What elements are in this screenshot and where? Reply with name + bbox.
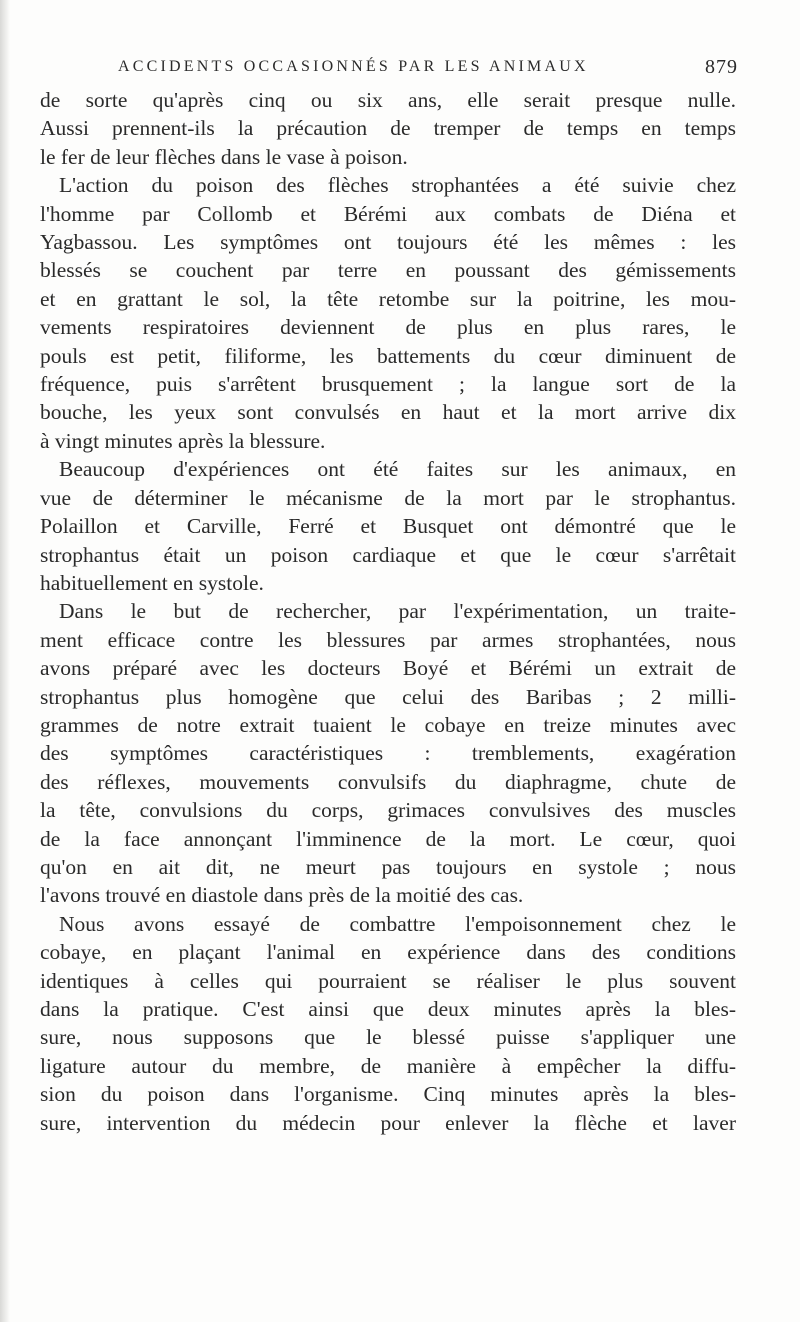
text-line: l'avons trouvé en diastole dans près de la moitié des cas. [40,883,524,908]
text-line: bouche, les yeux sont convulsés en haut et la mort arrive dix [40,400,736,425]
text-line: vue de déterminer le mécanisme de la mort par le strophantus. [40,485,736,510]
text-line: et en grattant le sol, la tête retombe sur la poitrine, les mou- [40,286,736,311]
body-text [40,86,736,1137]
paragraph-1 [40,86,736,171]
text-line: L'action du poison des flèches strophantées a été suivie chez [59,173,736,198]
text-line: la tête, convulsions du corps, grimaces convulsives des muscles [40,798,736,823]
text-line: vements respiratoires deviennent de plus en plus rares, le [40,315,736,340]
text-line: sure, nous supposons que le blessé puisse s'appliquer une [40,1025,736,1050]
text-line: l'homme par Collomb et Bérémi aux combats de Diéna et [40,201,736,226]
text-line: Polaillon et Carville, Ferré et Busquet ont démontré que le [40,514,736,539]
paragraph-2 [40,171,736,455]
text-line: identiques à celles qui pourraient se réaliser le plus souvent [40,968,736,993]
text-line: fréquence, puis s'arrêtent brusquement ; la langue sort de la [40,372,736,397]
text-line: avons préparé avec les docteurs Boyé et Bérémi un extrait de [40,656,736,681]
text-line: Nous avons essayé de combattre l'empoisonnement chez le [59,911,736,936]
text-line: dans la pratique. C'est ainsi que deux minutes après la bles- [40,997,736,1021]
text-line: ligature autour du membre, de manière à empêcher la diffu- [40,1053,736,1078]
running-title: ACCIDENTS OCCASIONNÉS PAR LES ANIMAUX [118,58,589,75]
text-line: de la face annonçant l'imminence de la mort. Le cœur, quoi [40,826,736,851]
text-line: des symptômes caractéristiques : tremblements, exagération [40,741,736,766]
text-line: habituellement en systole. [40,570,264,595]
text-line: à vingt minutes après la blessure. [40,428,326,453]
text-line: Dans le but de rechercher, par l'expérimentation, un traite- [59,599,736,624]
text-line: des réflexes, mouvements convulsifs du diaphragme, chute de [40,769,736,794]
text-line: Aussi prennent-ils la précaution de tremper de temps en temps [40,116,736,141]
page-gutter-shadow [0,0,10,1322]
text-line: le fer de leur flèches dans le vase à poison. [40,144,408,169]
text-line: sure, intervention du médecin pour enlever la flèche et laver [40,1110,736,1135]
page-header [118,58,738,84]
text-line: pouls est petit, filiforme, les battements du cœur diminuent de [40,343,736,368]
text-line: cobaye, en plaçant l'animal en expérience dans des conditions [40,940,736,965]
paragraph-5 [40,910,736,1137]
text-line: ment efficace contre les blessures par armes strophantées, nous [40,627,736,652]
text-line: qu'on en ait dit, ne meurt pas toujours en systole ; nous [40,854,736,879]
text-line: Yagbassou. Les symptômes ont toujours été les mêmes : les [40,230,736,255]
text-line: sion du poison dans l'organisme. Cinq minutes après la bles- [40,1082,736,1107]
text-line: de sorte qu'après cinq ou six ans, elle serait presque nulle. [40,88,736,112]
paragraph-4 [40,597,736,909]
text-line: strophantus était un poison cardiaque et que le cœur s'arrêtait [40,542,736,567]
text-line: grammes de notre extrait tuaient le cobaye en treize minutes avec [40,712,736,737]
paragraph-3 [40,455,736,597]
text-line: Beaucoup d'expériences ont été faites sur les animaux, en [59,457,736,482]
text-line: blessés se couchent par terre en poussant des gémissements [40,258,736,283]
text-line: strophantus plus homogène que celui des Baribas ; 2 milli- [40,684,736,709]
page-number: 879 [705,56,738,78]
